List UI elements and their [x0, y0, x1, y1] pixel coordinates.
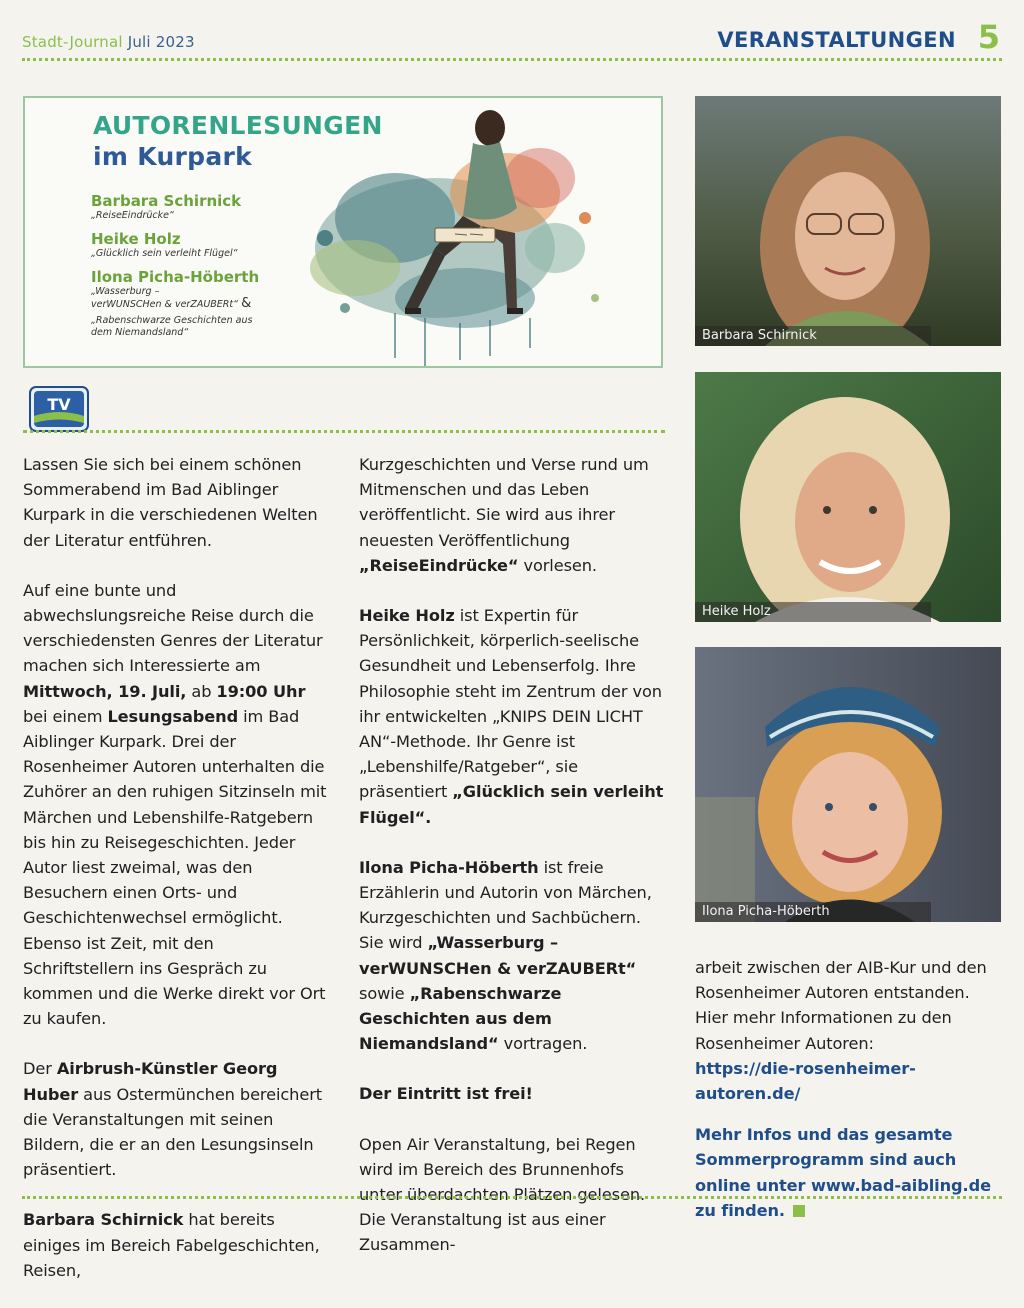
article-column-3 — [695, 955, 1007, 1248]
banner-author-book: „ReiseEindrücke“ — [91, 210, 174, 221]
photo-caption: Ilona Picha-Höberth — [695, 902, 931, 922]
weather-paragraph: Open Air Veranstaltung, bei Regen wird im Bereich des Brunnenhofs unter überdachten Plätzen gelesen. Die Veranstaltung ist aus einer Zusammen- — [359, 1134, 646, 1255]
banner-author-book: dem Niemandsland“ — [91, 327, 189, 338]
free-entry-notice — [359, 1081, 665, 1106]
section-title: VERANSTALTUNGEN — [717, 28, 956, 52]
artist-paragraph — [23, 1056, 329, 1182]
text: sowie — [359, 983, 410, 1003]
text: vorlesen. — [518, 555, 597, 575]
event-banner — [23, 96, 663, 368]
photo-caption: Heike Holz — [695, 602, 931, 622]
text: aus Ostermünchen bereichert die Veranstaltungen mit seinen Bildern, die er an den Lesungsinseln präsentiert. — [23, 1084, 323, 1180]
author-name: Ilona Picha-Höberth — [359, 857, 539, 877]
article-column-2 — [359, 452, 665, 1283]
banner-author-book: „Rabenschwarze Geschichten aus — [91, 315, 253, 326]
banner-title-line1: AUTORENLESUNGEN — [93, 111, 383, 140]
book-title: „Glücklich sein verleiht Flügel“. — [359, 782, 664, 827]
banner-author-book: „Glücklich sein verleiht Flügel“ — [91, 248, 238, 259]
text: arbeit zwischen der AIB-Kur und den Rosenheimer Autoren entstanden. Hier mehr Informationen zu den Rosenheimer Autoren: — [695, 958, 987, 1053]
banner-author-book — [91, 298, 291, 311]
banner-title — [93, 110, 383, 172]
text: Auf eine bunte und abwechslungsreiche Reise durch die verschiedensten Genres der Literatur machen sich Interessierte am — [23, 580, 323, 676]
text: vortragen. — [498, 1034, 588, 1054]
article-column-1 — [23, 452, 329, 1308]
masthead — [22, 33, 195, 51]
event-time: 19:00 Uhr — [216, 681, 306, 701]
event-name: Lesungsabend — [107, 706, 239, 726]
header-divider — [22, 58, 1002, 61]
author-name: Barbara Schirnick — [23, 1210, 184, 1230]
page-number: 5 — [977, 18, 1000, 56]
text: im Bad Aiblinger Kurpark. Drei der Rosenheimer Autoren unterhalten die Zuhörer an den ruhigen Sitzinseln mit Märchen und Lebenshilfe-Ratgebern bis hin zu Reisegeschichten. Jeder Autor liest zweimal, was den Besuchern einen Orts- und Geschichtenwechsel ermöglicht. Ebenso ist Zeit, mit den Schriftstellern ins Gespräch zu kommen und die Werke direkt vor Ort zu kaufen. — [23, 706, 327, 1029]
book-title: „ReiseEindrücke“ — [359, 555, 519, 575]
text: Kurzgeschichten und Verse rund um Mitmenschen und das Leben veröffentlicht. Sie wird aus ihrer neuesten Veröffentlichung — [359, 455, 649, 550]
end-square-icon — [793, 1205, 805, 1217]
author1-paragraph — [23, 1207, 329, 1283]
book-title: „Rabenschwarze Geschichten aus dem Niemandsland“ — [359, 983, 562, 1054]
more-info-text: Mehr Infos und das gesamte Sommerprogramm sind auch online unter www.bad-aibling.de zu finden. — [695, 1125, 991, 1220]
author3-paragraph — [359, 855, 665, 1057]
publication-name: Stadt-Journal — [22, 33, 123, 51]
text: bei einem — [23, 706, 108, 726]
event-date: Mittwoch, 19. Juli, — [23, 681, 187, 701]
intro-paragraph: Lassen Sie sich bei einem schönen Sommerabend im Bad Aiblinger Kurpark in die verschiedenen Welten der Literatur entführen. — [23, 455, 318, 550]
book-title: „Wasserburg – verWUNSCHen & verZAUBERt“ — [359, 933, 637, 978]
banner-author-book: „Wasserburg – — [91, 286, 160, 297]
banner-author-list — [91, 192, 291, 339]
author-name: Heike Holz — [359, 606, 455, 626]
text: ist Expertin für Persönlichkeit, körperlich-seelische Gesundheit und Lebenserfolg. Ihre Philosophie steht im Zentrum der von ihr entwickelten „KNIPS DEIN LICHT AN“-Methode. Ihr Genre ist „Lebenshilfe/Ratgeber“, sie präsentiert — [359, 606, 662, 802]
authors-website-link[interactable]: https://die-rosenheimer-autoren.de/ — [695, 1058, 916, 1104]
ampersand: & — [241, 296, 252, 311]
issue-date: Juli 2023 — [127, 33, 195, 51]
banner-author-book-part: verWUNSCHen & verZAUBERt“ — [91, 299, 239, 310]
photo-ilona-picha-hoeberth — [695, 647, 1001, 922]
banner-title-line2: im Kurpark — [93, 142, 253, 171]
tv-logo-icon — [29, 386, 89, 432]
tv-logo-text: TV — [47, 395, 71, 414]
text: ab — [186, 681, 217, 701]
text: ist freie Erzählerin und Autorin von Märchen, Kurzgeschichten und Sachbüchern. Sie wird — [359, 857, 652, 953]
banner-author-name: Ilona Picha-Höberth — [91, 268, 260, 286]
column-divider — [23, 430, 665, 433]
text: Der — [23, 1059, 57, 1079]
footer-divider — [22, 1196, 1002, 1199]
free-entry-text: Der Eintritt ist frei! — [359, 1084, 533, 1104]
photo-heike-holz — [695, 372, 1001, 622]
photo-barbara-schirnick — [695, 96, 1001, 346]
text: hat bereits einiges im Bereich Fabelgeschichten, Reisen, — [23, 1210, 320, 1280]
banner-author-name: Barbara Schirnick — [91, 192, 242, 210]
author2-paragraph — [359, 603, 665, 830]
author1-paragraph-cont — [359, 452, 665, 578]
photo-caption: Barbara Schirnick — [695, 326, 931, 346]
event-paragraph — [23, 578, 329, 1032]
artist-name: Airbrush-Künstler Georg Huber — [23, 1059, 278, 1104]
banner-author-name: Heike Holz — [91, 230, 181, 248]
collaboration-paragraph — [695, 955, 1007, 1106]
